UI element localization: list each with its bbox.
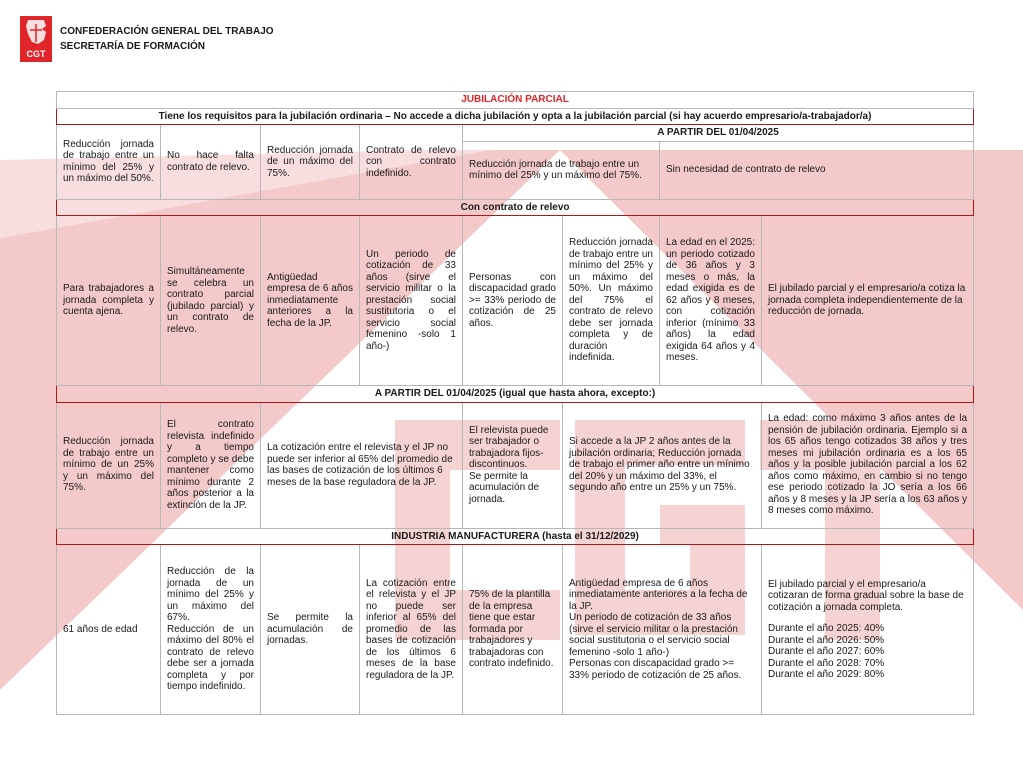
s4-year-2029: Durante el año 2029: 80% — [768, 669, 885, 680]
s3-cell-4-line-1: El relevista puede ser trabajador o trabajadora fijos-discontinuos. — [469, 424, 549, 471]
s4-cell-3: Se permite la acumulación de jornadas. — [261, 545, 360, 715]
section-4-heading: INDUSTRIA MANUFACTURERA (hasta el 31/12/2029) — [57, 528, 974, 545]
s1-cell-5: Reducción jornada de trabajo entre un mínimo del 25% y un máximo del 75%. — [463, 141, 660, 199]
jubilacion-parcial-table — [56, 91, 974, 715]
s3-cell-1: Reducción jornada de trabajo entre un mínimo de un 25% y un máximo del 75%. — [57, 402, 161, 528]
s2-cell-8: El jubilado parcial y el empresario/a cotiza la jornada completa independientemente de la reducción de jornada. — [762, 216, 974, 386]
org-name — [60, 24, 274, 54]
section-3-heading: A PARTIR DEL 01/04/2025 (igual que hasta ahora, excepto:) — [57, 386, 974, 403]
s4-cell-2-line-1: Reducción de la jornada de un mínimo del 25% y un máximo del 67%. — [167, 566, 254, 624]
org-line-1: CONFEDERACIÓN GENERAL DEL TRABAJO — [60, 26, 274, 37]
s4-cell-6-line-1: Antigüedad empresa de 6 años inmediatamente anteriores a la fecha de la JP. — [569, 577, 748, 612]
s4-cell-2-line-2: Reducción de un máximo del 80% el contrato de relevo debe ser a jornada completa y por tiempo indefinido. — [167, 623, 254, 693]
s2-cell-7: La edad en el 2025: un periodo cotizado de 36 años y 3 meses o más, la edad exigida es de 62 años y 8 meses, con cotización inferior (mínimo 33 años) la edad exigida 64 años y 4 meses. — [660, 216, 762, 386]
s4-year-2025: Durante el año 2025: 40% — [768, 623, 885, 634]
s3-cell-4 — [463, 402, 563, 528]
s4-cell-6-line-3: Personas con discapacidad grado >= 33% periodo de cotización de 25 años. — [569, 658, 742, 681]
logo-text: CGT — [26, 49, 46, 59]
s4-year-2027: Durante el año 2027: 60% — [768, 646, 885, 657]
s3-cell-2: El contrato relevista indefinido y a tiempo completo y se debe mantener como mínimo durante 2 años posterior a la extinción de la JP. — [161, 402, 261, 528]
table-title: JUBILACIÓN PARCIAL — [57, 92, 974, 109]
s4-cell-4: La cotización entre el relevista y el JP no puede ser inferior al 65% del promedio de las bases de cotización de los últimos 6 meses de la base reguladora de la JP. — [360, 545, 463, 715]
s4-cell-7-intro: El jubilado parcial y el empresario/a cotizaran de forma gradual sobre la base de cotización a jornada completa. — [768, 578, 964, 613]
s3-cell-6: La edad: como máximo 3 años antes de la pensión de jubilación ordinaria. Ejemplo si a los 65 años tengo cotizados 38 años y tres meses mi jubilación ordinaria es a los 65 años y la posible jubilación parcial a los 62 años como máximo, en cambio si no tengo ese periodo cotizado la JO sería a los 66 años y 8 meses y la JP sería a los 63 años y 8 meses como máximo. — [762, 402, 974, 528]
cgt-logo — [20, 16, 52, 62]
s1-subheading: A PARTIR DEL 01/04/2025 — [463, 125, 974, 142]
s2-cell-6: Reducción jornada de trabajo entre un mínimo del 25% y un máximo del 50%. Un máximo del 75% el contrato de relevo debe ser jornada completa y de duración indefinida. — [563, 216, 660, 386]
s3-cell-5: Si accede a la JP 2 años antes de la jubilación ordinaria; Reducción jornada de trabajo el primer año entre un mínimo del 20% y un máximo del 33%, el segundo año entre un 25% y un 75%. — [563, 402, 762, 528]
section-2-heading: Con contrato de relevo — [57, 199, 974, 216]
section-1-heading: Tiene los requisitos para la jubilación ordinaria – No accede a dicha jubilación y opta a la jubilación parcial (si hay acuerdo empresario/a-trabajador/a) — [57, 108, 974, 125]
s2-cell-3: Antigüedad empresa de 6 años inmediatamente anteriores a la fecha de la JP. — [261, 216, 360, 386]
s4-year-2026: Durante el año 2026: 50% — [768, 634, 885, 646]
s4-cell-6-line-2: Un periodo de cotización de 33 años (sirve el servicio militar o la prestación social sustitutoria o el servicio social femenino -solo 1 año-) — [569, 612, 738, 658]
org-line-2: SECRETARÍA DE FORMACIÓN — [60, 41, 205, 52]
s4-cell-1: 61 años de edad — [57, 545, 161, 715]
s2-cell-4: Un periodo de cotización de 33 años (sirve el servicio militar o la prestación social sustitutoria o el servicio social femenino -solo 1 año-) — [360, 216, 463, 386]
s4-cell-2 — [161, 545, 261, 715]
s4-cell-7 — [762, 545, 974, 715]
s2-cell-2: Simultáneamente se celebra un contrato parcial (jubilado parcial) y un contrato de relevo. — [161, 216, 261, 386]
s1-cell-6: Sin necesidad de contrato de relevo — [660, 141, 974, 199]
s2-cell-5: Personas con discapacidad grado >= 33% periodo de cotización de 25 años. — [463, 216, 563, 386]
s3-cell-4-line-2: Se permite la acumulación de jornada. — [469, 470, 540, 505]
s1-cell-2: No hace falta contrato de relevo. — [161, 125, 261, 200]
s4-cell-5: 75% de la plantilla de la empresa tiene que estar formada por trabajadores y trabajadoras con contrato indefinido. — [463, 545, 563, 715]
s1-cell-3: Reducción jornada de un máximo del 75%. — [261, 125, 360, 200]
s1-cell-4: Contrato de relevo con contrato indefinido. — [360, 125, 463, 200]
s3-cell-3: La cotización entre el relevista y el JP no puede ser inferior al 65% del promedio de las bases de cotización de los últimos 6 meses de la base reguladora de la JP. — [261, 402, 463, 528]
s1-cell-1: Reducción jornada de trabajo entre un mínimo del 25% y un máximo del 50%. — [57, 125, 161, 200]
s4-cell-6 — [563, 545, 762, 715]
s4-year-2028: Durante el año 2028: 70% — [768, 657, 885, 669]
s2-cell-1: Para trabajadores a jornada completa y cuenta ajena. — [57, 216, 161, 386]
